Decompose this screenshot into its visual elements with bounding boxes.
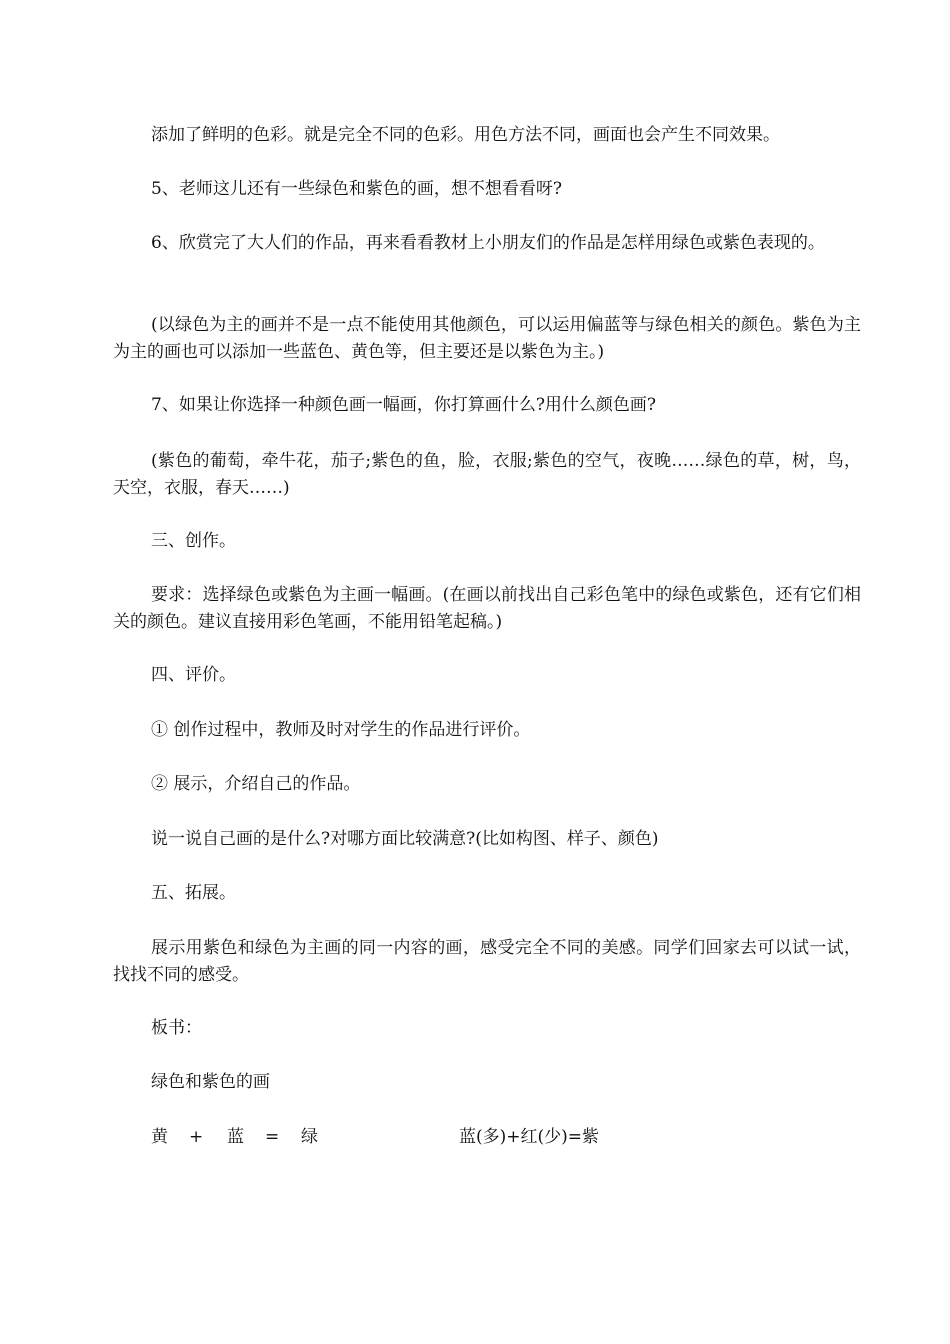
paragraph-step-7: 7、如果让你选择一种颜色画一幅画，你打算画什么?用什么颜色画? — [151, 395, 657, 415]
formula-equals: = — [265, 1127, 280, 1147]
heading-create: 三、创作。 — [151, 531, 236, 551]
formula-green: 绿 — [301, 1127, 318, 1147]
paragraph-examples: (紫色的葡萄，牵牛花，茄子;紫色的鱼，脸，衣服;紫色的空气，夜晚……绿色的草，树，鸟，天空，衣服，春天……) — [113, 451, 861, 498]
formula-plus: + — [189, 1127, 204, 1147]
paragraph-discussion: 说一说自己画的是什么?对哪方面比较满意?(比如构图、样子、颜色) — [151, 829, 659, 849]
formula-purple: 蓝(多)+红(少)=紫 — [459, 1127, 600, 1147]
paragraph-color-effect: 添加了鲜明的色彩。就是完全不同的色彩。用色方法不同，画面也会产生不同效果。 — [151, 125, 780, 145]
paragraph-requirements: 要求：选择绿色或紫色为主画一幅画。(在画以前找出自己彩色笔中的绿色或紫色，还有它们相关的颜色。建议直接用彩色笔画，不能用铅笔起稿。) — [113, 585, 861, 632]
paragraph-green-note: (以绿色为主的画并不是一点不能使用其他颜色，可以运用偏蓝等与绿色相关的颜色。紫色为主为主的画也可以添加一些蓝色、黄色等，但主要还是以紫色为主。) — [113, 315, 861, 362]
paragraph-evaluate-2: ② 展示，介绍自己的作品。 — [151, 774, 361, 794]
formula-blue: 蓝 — [227, 1127, 244, 1147]
heading-extend: 五、拓展。 — [151, 883, 236, 903]
formula-yellow: 黄 — [151, 1127, 168, 1147]
blackboard-title: 绿色和紫色的画 — [151, 1072, 270, 1092]
paragraph-extend: 展示用紫色和绿色为主画的同一内容的画，感受完全不同的美感。同学们回家去可以试一试，找找不同的感受。 — [113, 938, 861, 985]
paragraph-step-6: 6、欣赏完了大人们的作品，再来看看教材上小朋友们的作品是怎样用绿色或紫色表现的。 — [151, 233, 825, 253]
heading-evaluate: 四、评价。 — [151, 665, 236, 685]
paragraph-step-5: 5、老师这儿还有一些绿色和紫色的画，想不想看看呀? — [151, 179, 562, 199]
label-blackboard: 板书： — [151, 1018, 202, 1038]
paragraph-evaluate-1: ① 创作过程中，教师及时对学生的作品进行评价。 — [151, 720, 531, 740]
